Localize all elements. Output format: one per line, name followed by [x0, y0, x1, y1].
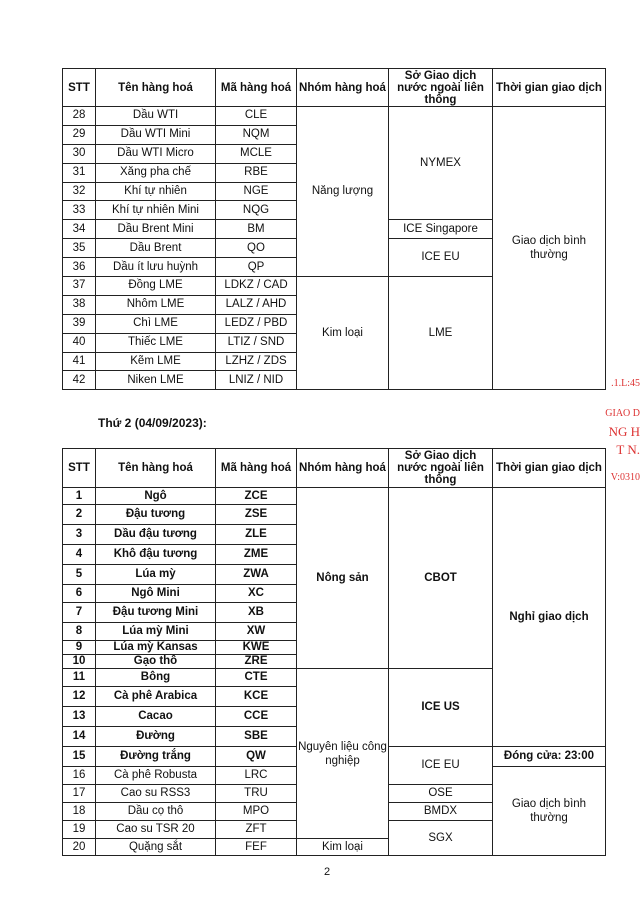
row-code: NGE — [216, 182, 297, 201]
row-name: Khô đậu tương — [96, 545, 216, 565]
group-cell: Kim loại — [297, 277, 389, 390]
stamp-fragment: GIAO D — [605, 408, 640, 419]
row-stt: 4 — [63, 545, 96, 565]
row-name: Lúa mỳ Kansas — [96, 641, 216, 655]
exchange-cell: BMDX — [389, 803, 493, 821]
row-code: TRU — [216, 785, 297, 803]
row-code: NQG — [216, 201, 297, 220]
row-code: LNIZ / NID — [216, 371, 297, 390]
row-stt: 12 — [63, 687, 96, 707]
header-group: Nhóm hàng hoá — [297, 69, 389, 107]
page-number: 2 — [324, 866, 331, 878]
row-code: NQM — [216, 125, 297, 144]
row-code: ZFT — [216, 821, 297, 839]
row-name: Cà phê Robusta — [96, 767, 216, 785]
row-stt: 17 — [63, 785, 96, 803]
exchange-cell: OSE — [389, 785, 493, 803]
row-code: LRC — [216, 767, 297, 785]
row-name: Gạo thô — [96, 655, 216, 669]
header-exchange: Sở Giao dịch nước ngoài liên thông — [389, 449, 493, 488]
row-stt: 9 — [63, 641, 96, 655]
row-stt: 10 — [63, 655, 96, 669]
commodity-table-1 — [62, 68, 606, 390]
stamp-fragment: .1.L:45 — [611, 378, 640, 389]
row-name: Ngô Mini — [96, 585, 216, 603]
header-name: Tên hàng hoá — [96, 69, 216, 107]
header-time: Thời gian giao dịch — [493, 69, 606, 107]
row-name: Niken LME — [96, 371, 216, 390]
row-code: MPO — [216, 803, 297, 821]
row-name: Kẽm LME — [96, 352, 216, 371]
row-code: MCLE — [216, 144, 297, 163]
row-stt: 36 — [63, 258, 96, 277]
header-stt: STT — [63, 449, 96, 488]
exchange-cell: NYMEX — [389, 107, 493, 220]
row-name: Ngô — [96, 488, 216, 505]
row-code: LTIZ / SND — [216, 333, 297, 352]
row-code: RBE — [216, 163, 297, 182]
row-stt: 28 — [63, 107, 96, 126]
row-name: Dầu WTI Mini — [96, 125, 216, 144]
row-stt: 15 — [63, 747, 96, 767]
row-name: Cacao — [96, 707, 216, 727]
row-name: Lúa mỳ Mini — [96, 623, 216, 641]
row-stt: 18 — [63, 803, 96, 821]
row-code: QP — [216, 258, 297, 277]
row-stt: 13 — [63, 707, 96, 727]
exchange-cell: ICE EU — [389, 747, 493, 785]
row-name: Lúa mỳ — [96, 565, 216, 585]
row-stt: 1 — [63, 488, 96, 505]
group-cell: Năng lượng — [297, 107, 389, 277]
row-name: Dầu Brent Mini — [96, 220, 216, 239]
row-name: Đồng LME — [96, 277, 216, 296]
row-name: Đậu tương Mini — [96, 603, 216, 623]
row-name: Thiếc LME — [96, 333, 216, 352]
row-name: Dầu WTI Micro — [96, 144, 216, 163]
row-stt: 7 — [63, 603, 96, 623]
row-stt: 41 — [63, 352, 96, 371]
exchange-cell: ICE Singapore — [389, 220, 493, 239]
row-name: Quặng sắt — [96, 839, 216, 856]
row-name: Khí tự nhiên — [96, 182, 216, 201]
row-code: CCE — [216, 707, 297, 727]
row-stt: 29 — [63, 125, 96, 144]
row-stt: 33 — [63, 201, 96, 220]
row-code: KWE — [216, 641, 297, 655]
row-stt: 38 — [63, 295, 96, 314]
row-name: Bông — [96, 669, 216, 687]
row-name: Đường trắng — [96, 747, 216, 767]
stamp-fragment: NG H — [608, 424, 640, 439]
header-code: Mã hàng hoá — [216, 69, 297, 107]
row-code: ZSE — [216, 505, 297, 525]
row-name: Dầu cọ thô — [96, 803, 216, 821]
stamp-fragment: T N. — [616, 442, 640, 457]
row-stt: 5 — [63, 565, 96, 585]
row-code: LALZ / AHD — [216, 295, 297, 314]
row-stt: 30 — [63, 144, 96, 163]
row-code: ZLE — [216, 525, 297, 545]
row-code: LDKZ / CAD — [216, 277, 297, 296]
row-code: ZME — [216, 545, 297, 565]
row-stt: 31 — [63, 163, 96, 182]
row-name: Cao su TSR 20 — [96, 821, 216, 839]
row-stt: 32 — [63, 182, 96, 201]
group-cell: Kim loại — [297, 839, 389, 856]
header-code: Mã hàng hoá — [216, 449, 297, 488]
row-stt: 11 — [63, 669, 96, 687]
row-stt: 3 — [63, 525, 96, 545]
row-stt: 19 — [63, 821, 96, 839]
row-name: Khí tự nhiên Mini — [96, 201, 216, 220]
row-code: XB — [216, 603, 297, 623]
row-code: BM — [216, 220, 297, 239]
row-name: Đậu tương — [96, 505, 216, 525]
row-stt: 2 — [63, 505, 96, 525]
exchange-cell: CBOT — [389, 488, 493, 669]
row-code: ZRE — [216, 655, 297, 669]
row-stt: 39 — [63, 314, 96, 333]
row-name: Xăng pha chế — [96, 163, 216, 182]
row-code: FEF — [216, 839, 297, 856]
row-name: Dầu đậu tương — [96, 525, 216, 545]
row-name: Cao su RSS3 — [96, 785, 216, 803]
row-name: Dầu WTI — [96, 107, 216, 126]
row-stt: 20 — [63, 839, 96, 856]
exchange-cell: SGX — [389, 821, 493, 856]
row-code: ZWA — [216, 565, 297, 585]
time-cell: Đóng cửa: 23:00 — [493, 747, 606, 767]
row-name: Đường — [96, 727, 216, 747]
commodity-table-2 — [62, 448, 606, 856]
row-code: QW — [216, 747, 297, 767]
row-stt: 34 — [63, 220, 96, 239]
group-cell: Nông sản — [297, 488, 389, 669]
row-code: XW — [216, 623, 297, 641]
row-code: CTE — [216, 669, 297, 687]
table-row — [63, 488, 606, 505]
row-code: SBE — [216, 727, 297, 747]
header-time: Thời gian giao dịch — [493, 449, 606, 488]
time-cell: Nghỉ giao dịch — [493, 488, 606, 747]
row-stt: 16 — [63, 767, 96, 785]
row-code: QO — [216, 239, 297, 258]
exchange-cell: ICE US — [389, 669, 493, 747]
row-stt: 42 — [63, 371, 96, 390]
exchange-cell: LME — [389, 277, 493, 390]
header-group: Nhóm hàng hoá — [297, 449, 389, 488]
row-name: Dầu Brent — [96, 239, 216, 258]
row-code: LEDZ / PBD — [216, 314, 297, 333]
header-exchange: Sở Giao dịch nước ngoài liên thông — [389, 69, 493, 107]
row-name: Dầu ít lưu huỳnh — [96, 258, 216, 277]
row-stt: 35 — [63, 239, 96, 258]
row-stt: 14 — [63, 727, 96, 747]
time-cell: Giao dịch bình thường — [493, 767, 606, 856]
header-stt: STT — [63, 69, 96, 107]
row-stt: 40 — [63, 333, 96, 352]
header-name: Tên hàng hoá — [96, 449, 216, 488]
table-row — [63, 107, 606, 126]
row-code: KCE — [216, 687, 297, 707]
section-date-label: Thứ 2 (04/09/2023): — [98, 416, 207, 430]
row-code: CLE — [216, 107, 297, 126]
row-code: LZHZ / ZDS — [216, 352, 297, 371]
stamp-fragment: V:0310 — [610, 472, 640, 483]
time-cell: Giao dịch bình thường — [493, 107, 606, 390]
row-stt: 37 — [63, 277, 96, 296]
exchange-cell: ICE EU — [389, 239, 493, 277]
row-stt: 8 — [63, 623, 96, 641]
row-stt: 6 — [63, 585, 96, 603]
row-name: Chì LME — [96, 314, 216, 333]
row-name: Cà phê Arabica — [96, 687, 216, 707]
group-cell: Nguyên liệu công nghiệp — [297, 669, 389, 839]
row-name: Nhôm LME — [96, 295, 216, 314]
row-code: ZCE — [216, 488, 297, 505]
row-code: XC — [216, 585, 297, 603]
